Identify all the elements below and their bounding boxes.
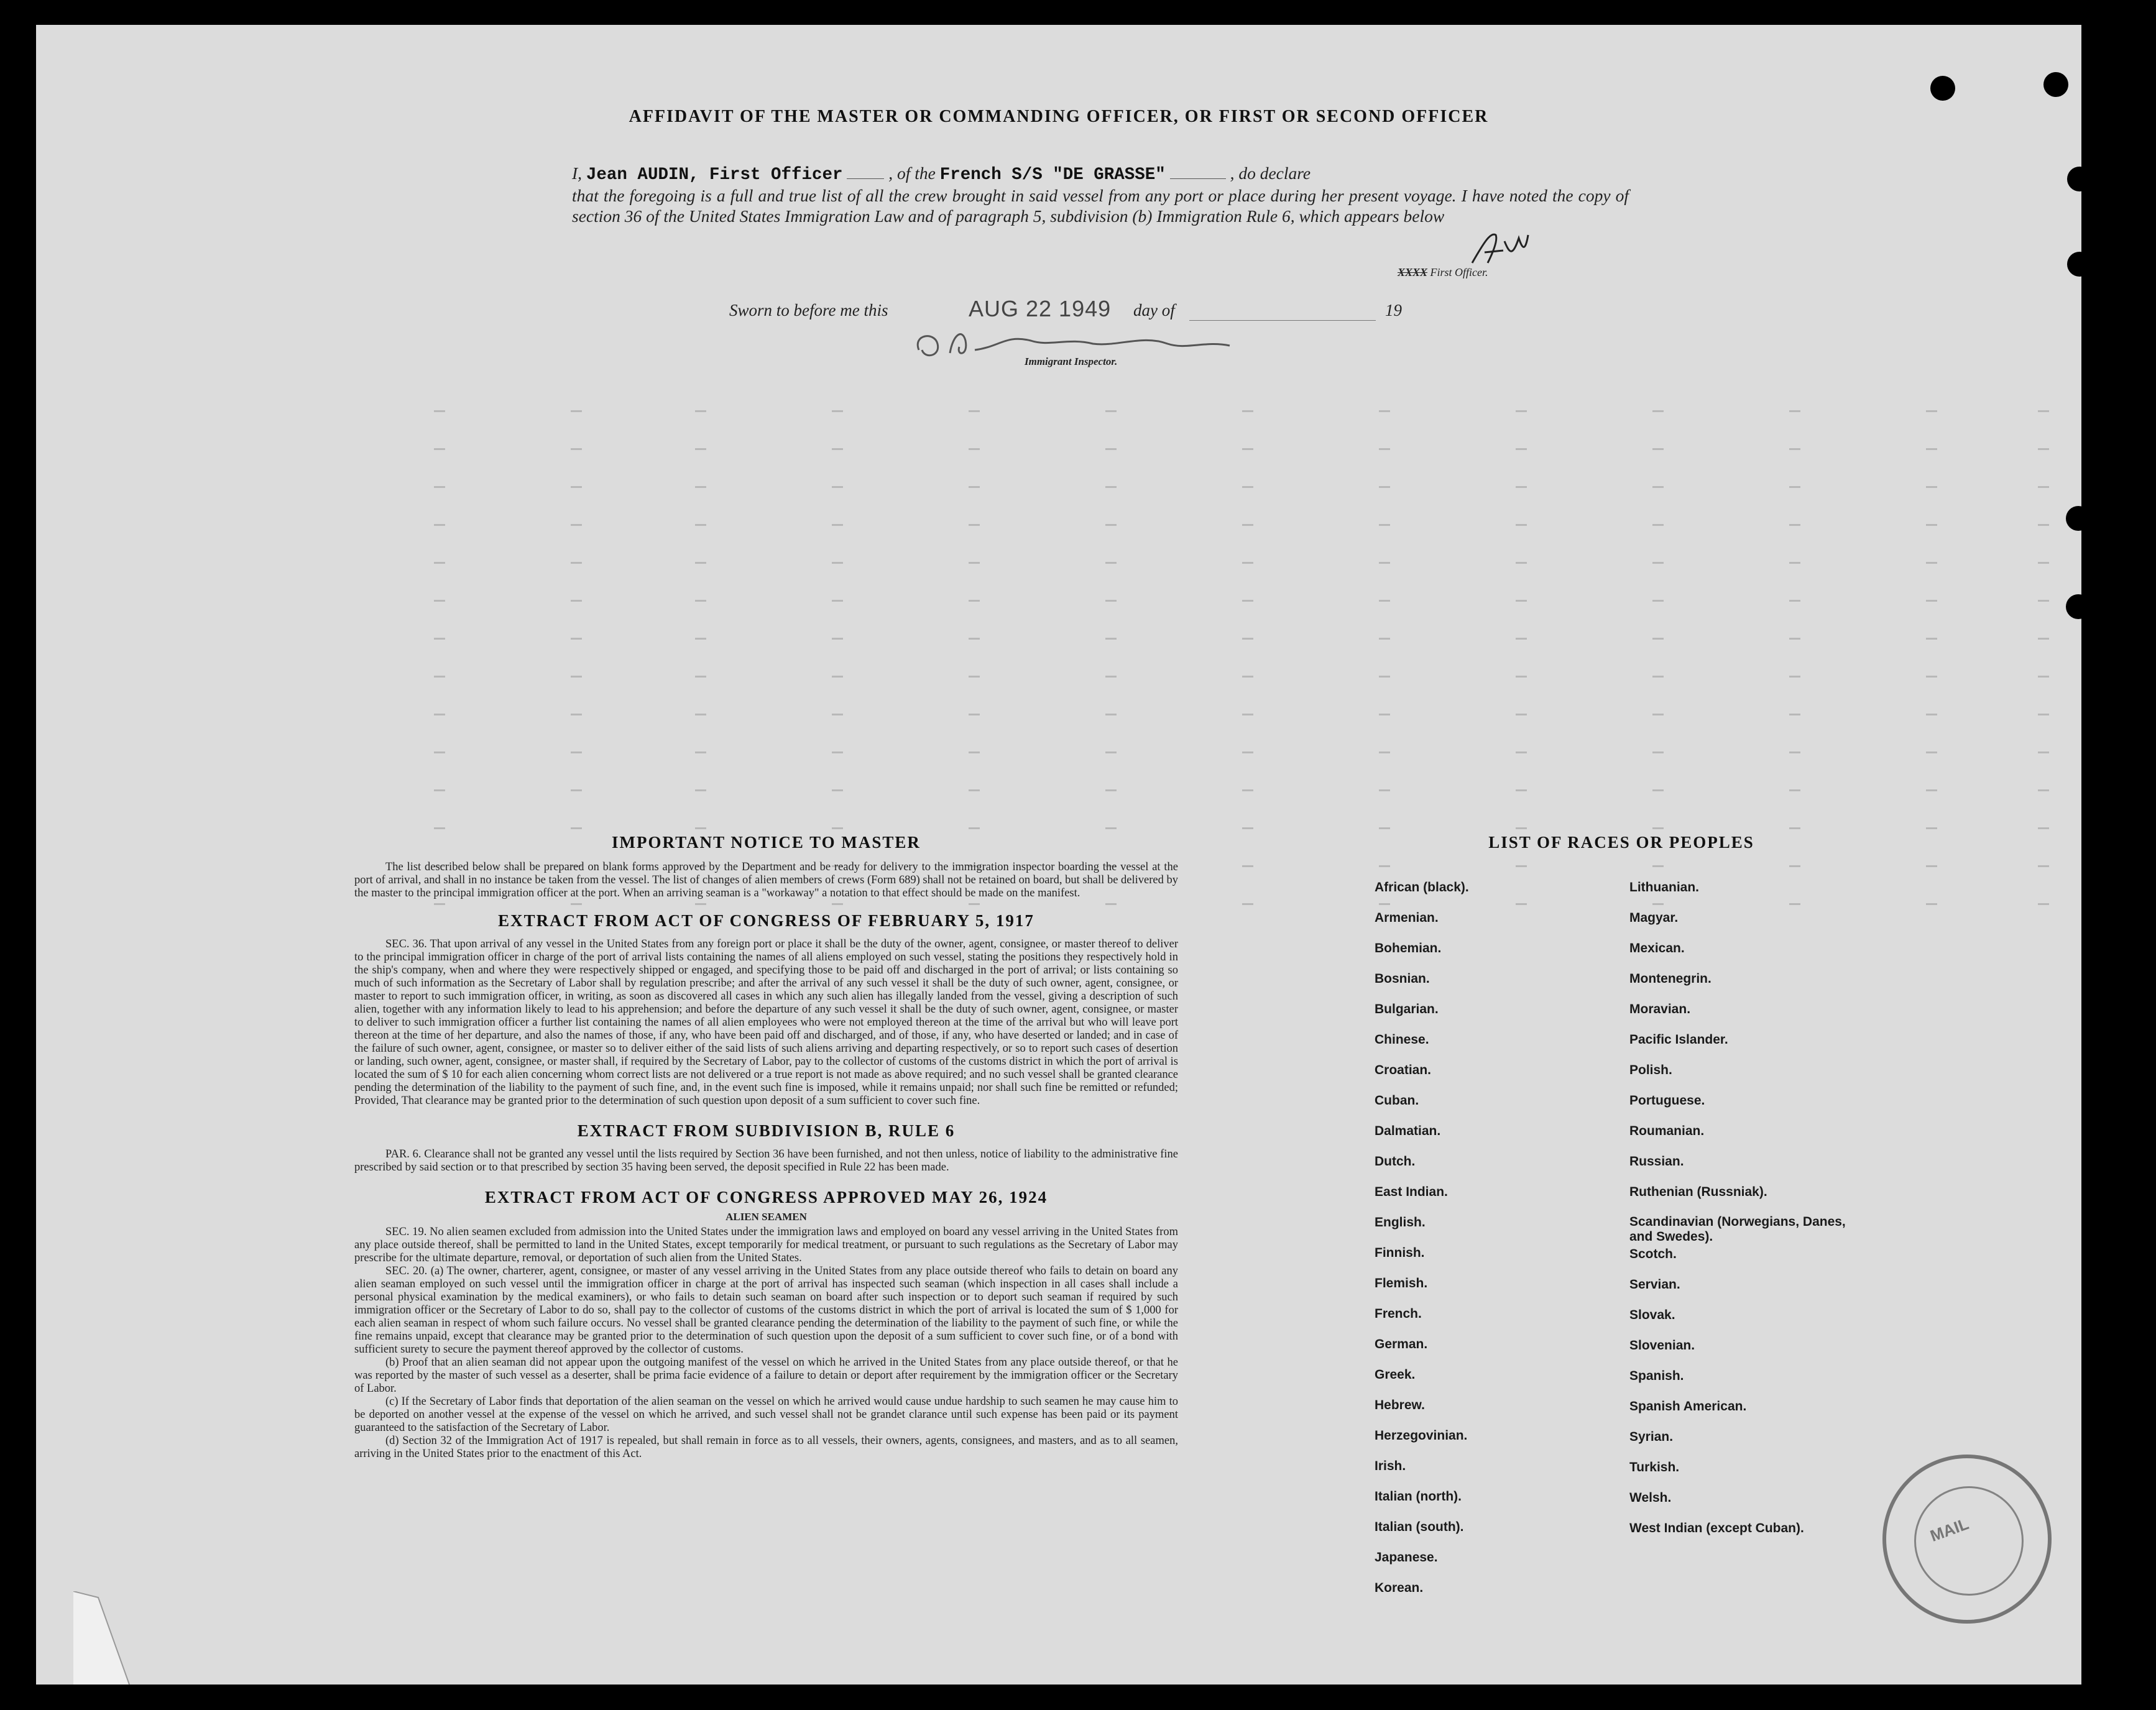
bleed-mark bbox=[571, 676, 582, 684]
race-item: Cuban. bbox=[1375, 1093, 1419, 1108]
bleed-mark bbox=[1516, 752, 1527, 760]
bleed-mark bbox=[1242, 827, 1253, 835]
left-column bbox=[354, 833, 1178, 1461]
bleed-mark bbox=[1926, 562, 1937, 570]
bleed-mark bbox=[695, 524, 706, 532]
bleed-mark bbox=[434, 448, 445, 456]
bleed-mark bbox=[1516, 486, 1527, 494]
bleed-mark bbox=[1652, 486, 1664, 494]
bleed-mark bbox=[571, 410, 582, 418]
extract-1917-body: SEC. 36. That upon arrival of any vessel in the United States from any foreign port or place it shall be the duty of the owner, agent, consignee, or master thereof to deliver to the principal immigration officer in charge of the port of arrival lists containing the names of all aliens employed on such vessel, stating the positions they respectively hold in the ship's company, when and where they were respectively shipped or engaged, and specifying those to be paid off and discharged in the port of arrival; or lists containing so much of such information as the Secretary of Labor shall by regulation prescribe; and after the arrival of any such vessel it shall be the duty of such owner, agent, consignee, or master to report to such immigration officer, in writing, as soon as discovered all cases in which any such alien has illegally landed from the vessel, giving a description of such alien, together with any information likely to lead to his apprehension; and before the departure of any such vessel it shall be the duty of such owner, agent, consignee, or master to deliver to such immigration officer a further list containing the names of all alien employees who were not employed thereon at the time of the arrival but who will leave port thereon at the time of her departure, and also the names of those, if any, who have been paid off and discharged, and of those, if any, who have deserted or landed; and in case of the failure of such owner, agent, consignee, or master so to deliver either of the said lists of such aliens arriving and departing respectively, or so to report such cases of desertion or landing, such owner, agent, consignee, or master shall, if required by the Secretary of Labor, pay to the collector of customs of the customs district in which the port of arrival is located the sum of $ 10 for each alien concerning whom correct lists are not delivered or a true report is not made as above required; and no such vessel shall be granted clearance pending the determination of the liability to the payment of such fine, and, in the event such fine is imposed, while it remains unpaid; nor shall such fine be remitted or refunded; Provided, That clearance may be granted prior to the determination of such question upon deposit of a sum sufficient to cover such fine. bbox=[354, 938, 1178, 1107]
bleed-mark bbox=[695, 638, 706, 646]
bleed-mark bbox=[2038, 410, 2049, 418]
race-item: Armenian. bbox=[1375, 911, 1439, 925]
bleed-mark bbox=[695, 714, 706, 722]
bleed-mark bbox=[1652, 638, 1664, 646]
bleed-mark bbox=[1379, 676, 1390, 684]
race-item: Croatian. bbox=[1375, 1063, 1432, 1077]
bleed-mark bbox=[1926, 827, 1937, 835]
race-item: Hebrew. bbox=[1375, 1398, 1425, 1412]
race-item: Italian (south). bbox=[1375, 1520, 1464, 1534]
bleed-mark bbox=[434, 714, 445, 722]
race-item: Mexican. bbox=[1629, 941, 1685, 955]
bleed-mark bbox=[2038, 486, 2049, 494]
bleed-mark bbox=[2038, 827, 2049, 835]
bleed-mark bbox=[1789, 410, 1800, 418]
race-item: Polish. bbox=[1629, 1063, 1672, 1077]
document-page bbox=[36, 25, 2081, 1685]
bleed-mark bbox=[1926, 486, 1937, 494]
bleed-mark bbox=[1379, 827, 1390, 835]
races-column-1 bbox=[1375, 880, 1611, 1611]
bleed-mark bbox=[2038, 524, 2049, 532]
officer-caption: XXXX First Officer. bbox=[1398, 266, 1488, 278]
bleed-mark bbox=[1789, 865, 1800, 873]
bleed-mark bbox=[1652, 562, 1664, 570]
race-item: African (black). bbox=[1375, 880, 1469, 894]
bleed-mark bbox=[1242, 562, 1253, 570]
bleed-mark bbox=[434, 600, 445, 608]
race-item: Roumanian. bbox=[1629, 1124, 1705, 1138]
bleed-mark bbox=[969, 600, 980, 608]
bleed-mark bbox=[1516, 676, 1527, 684]
bleed-mark bbox=[571, 524, 582, 532]
bleed-mark bbox=[1652, 448, 1664, 456]
bleed-mark bbox=[434, 638, 445, 646]
bleed-mark bbox=[1242, 714, 1253, 722]
race-item: German. bbox=[1375, 1337, 1428, 1351]
bleed-mark bbox=[1789, 638, 1800, 646]
bleed-mark bbox=[1242, 903, 1253, 911]
bleed-mark bbox=[571, 486, 582, 494]
bleed-mark bbox=[1105, 448, 1117, 456]
bleed-mark bbox=[832, 410, 843, 418]
bleed-mark bbox=[832, 638, 843, 646]
race-item: Montenegrin. bbox=[1629, 972, 1711, 986]
bleed-mark bbox=[2038, 676, 2049, 684]
race-item: English. bbox=[1375, 1215, 1426, 1230]
bleed-mark bbox=[1789, 789, 1800, 798]
bleed-mark bbox=[1379, 448, 1390, 456]
race-item: Portuguese. bbox=[1629, 1093, 1705, 1108]
race-item: Magyar. bbox=[1629, 911, 1679, 925]
bleed-mark bbox=[1242, 600, 1253, 608]
bleed-mark bbox=[695, 789, 706, 798]
bleed-mark bbox=[695, 600, 706, 608]
bleed-mark bbox=[1242, 524, 1253, 532]
bleed-mark bbox=[2038, 600, 2049, 608]
bleed-mark bbox=[1516, 789, 1527, 798]
race-item: Scandinavian (Norwegians, Danes, and Swedes). bbox=[1629, 1215, 1846, 1244]
bleed-mark bbox=[1926, 676, 1937, 684]
bleed-mark bbox=[1652, 865, 1664, 873]
bleed-mark bbox=[1652, 676, 1664, 684]
bleed-mark bbox=[1242, 676, 1253, 684]
punch-hole bbox=[2067, 252, 2092, 277]
affidavit-body: that the foregoing is a full and true list of all the crew brought in said vessel from any port or place during her present voyage. I have noted the copy of section 36 of the United States Immigration Law and of paragraph 5, subdivision (b) Immigration Rule 6, which appears below bbox=[572, 186, 1629, 226]
race-item: Ruthenian (Russniak). bbox=[1629, 1185, 1767, 1199]
affidavit-pre: I, bbox=[572, 163, 583, 183]
postmark-text: MAIL bbox=[1927, 1514, 1971, 1545]
folded-corner-icon bbox=[73, 1591, 148, 1685]
race-item: French. bbox=[1375, 1307, 1422, 1321]
bleed-mark bbox=[571, 448, 582, 456]
race-item: Greek. bbox=[1375, 1368, 1416, 1382]
bleed-mark bbox=[1105, 714, 1117, 722]
bleed-mark bbox=[1379, 789, 1390, 798]
bleed-mark bbox=[695, 752, 706, 760]
bleed-mark bbox=[969, 562, 980, 570]
punch-hole bbox=[2067, 167, 2092, 191]
race-item: Bosnian. bbox=[1375, 972, 1430, 986]
bleed-mark bbox=[1105, 410, 1117, 418]
race-item: Spanish American. bbox=[1629, 1399, 1747, 1414]
bleed-mark bbox=[1379, 752, 1390, 760]
race-item: Japanese. bbox=[1375, 1550, 1438, 1565]
bleed-mark bbox=[571, 562, 582, 570]
rule6-body: PAR. 6. Clearance shall not be granted any vessel until the lists required by Section 36 have been furnished, and not then unless, notice of liability to the administrative fine prescribed by said section or to that prescribed by section 35 having been served, the deposit specified in Rule 22 has been made. bbox=[354, 1148, 1178, 1174]
bleed-mark bbox=[1105, 752, 1117, 760]
extract-1924-sec20d: (d) Section 32 of the Immigration Act of 1917 is repealed, but shall remain in force as to all vessels, their owners, agents, consignees, and masters, and as to all seamen, arriving in the United States prior to the enactment of this Act. bbox=[354, 1435, 1178, 1460]
notice-title: IMPORTANT NOTICE TO MASTER bbox=[612, 833, 921, 852]
bleed-mark bbox=[969, 524, 980, 532]
race-item: Moravian. bbox=[1629, 1002, 1691, 1016]
bleed-mark bbox=[1652, 600, 1664, 608]
bleed-mark bbox=[1789, 562, 1800, 570]
bleed-mark bbox=[832, 562, 843, 570]
extract-1917-title: EXTRACT FROM ACT OF CONGRESS OF FEBRUARY 5, 1917 bbox=[498, 911, 1034, 930]
bleed-mark bbox=[969, 789, 980, 798]
bleed-mark bbox=[1105, 562, 1117, 570]
bleed-mark bbox=[434, 410, 445, 418]
bleed-mark bbox=[1379, 865, 1390, 873]
bleed-mark bbox=[1242, 752, 1253, 760]
extract-1924-sec20b: (b) Proof that an alien seaman did not appear upon the outgoing manifest of the vessel on which he arrived in the United States from any place outside thereof, or that he was reported by the master of such vessel as a deserter, shall be prima facie evidence of a failure to detain or deport after requirement by the immigration officer or the Secretary of Labor. bbox=[354, 1356, 1178, 1395]
bleed-mark bbox=[434, 676, 445, 684]
bleed-mark bbox=[1379, 486, 1390, 494]
bleed-mark bbox=[1789, 524, 1800, 532]
bleed-mark bbox=[1379, 524, 1390, 532]
bleed-mark bbox=[1516, 524, 1527, 532]
bleed-mark bbox=[2038, 448, 2049, 456]
bleed-mark bbox=[832, 600, 843, 608]
sworn-day-of: day of bbox=[1133, 301, 1175, 319]
bleed-mark bbox=[1516, 410, 1527, 418]
sworn-year: 19 bbox=[1385, 301, 1402, 319]
bleed-mark bbox=[434, 486, 445, 494]
bleed-mark bbox=[1516, 865, 1527, 873]
race-item: Bulgarian. bbox=[1375, 1002, 1439, 1016]
bleed-mark bbox=[969, 638, 980, 646]
bleed-mark bbox=[571, 714, 582, 722]
bleed-mark bbox=[1926, 524, 1937, 532]
bleed-mark bbox=[832, 676, 843, 684]
extract-1924-sec20a: SEC. 20. (a) The owner, charterer, agent, consignee, or master of any vessel arriving in the United States from any place outside thereof who fails to detain on board any alien seaman employed on such vessel until the immigration officer in charge at the port of arrival has inspected such seaman (which inspection in all cases shall include a personal physical examination by the medical examiners), or who fails to detain such seaman on board after such inspection or to deport such seaman if required by such immigration officer or the Secretary of Labor to do so, shall pay to the collector of customs of the customs district in which the port of arrival is located the sum of $ 1,000 for each alien seaman in respect of whom such failure occurs. No vessel shall be granted clearance pending the determination of the liability to the payment of such fine, or while the fine remains unpaid, except that clearance may be granted prior to the determination of such question upon the deposit of a sum sufficient to cover such fine, or of a bond with sufficient surety to secure the payment thereof approved by the collector of customs. bbox=[354, 1265, 1178, 1356]
bleed-mark bbox=[832, 448, 843, 456]
bleed-mark bbox=[695, 676, 706, 684]
bleed-mark bbox=[571, 638, 582, 646]
bleed-mark bbox=[969, 448, 980, 456]
bleed-mark bbox=[1242, 865, 1253, 873]
bleed-mark bbox=[832, 524, 843, 532]
bleed-mark bbox=[1652, 524, 1664, 532]
punch-hole bbox=[1930, 76, 1955, 101]
race-item: Dalmatian. bbox=[1375, 1124, 1441, 1138]
bleed-mark bbox=[832, 714, 843, 722]
bleed-mark bbox=[434, 524, 445, 532]
sworn-pre: Sworn to before me this bbox=[729, 301, 888, 319]
bleed-mark bbox=[1379, 562, 1390, 570]
bleed-mark bbox=[695, 410, 706, 418]
bleed-mark bbox=[1242, 789, 1253, 798]
punch-hole bbox=[2066, 594, 2091, 619]
bleed-mark bbox=[1789, 676, 1800, 684]
bleed-mark bbox=[1926, 789, 1937, 798]
bleed-mark bbox=[1379, 600, 1390, 608]
bleed-mark bbox=[1789, 714, 1800, 722]
race-item: Slovak. bbox=[1629, 1308, 1675, 1322]
bleed-mark bbox=[1926, 410, 1937, 418]
race-item: Herzegovinian. bbox=[1375, 1428, 1468, 1443]
bleed-mark bbox=[1242, 638, 1253, 646]
affidavit-statement bbox=[572, 163, 1629, 226]
race-item: Korean. bbox=[1375, 1581, 1424, 1595]
race-item: Bohemian. bbox=[1375, 941, 1442, 955]
bleed-mark bbox=[695, 562, 706, 570]
affidavit-of-the: , of the bbox=[888, 163, 936, 183]
bleed-mark bbox=[1652, 789, 1664, 798]
bleed-mark bbox=[434, 789, 445, 798]
sworn-date-stamp: AUG 22 1949 bbox=[969, 296, 1112, 321]
bleed-mark bbox=[1926, 903, 1937, 911]
bleed-mark bbox=[969, 714, 980, 722]
race-item: Servian. bbox=[1629, 1277, 1680, 1292]
extract-1924-sec19: SEC. 19. No alien seamen excluded from admission into the United States under the immigration laws and employed on board any vessel arriving in the United States from any place outside thereof, shall be permitted to land in the United States, except temporarily for medical treatment, or pursuant to such regulations as the Secretary of Labor may prescribe for the ultimate departure, removal, or deportation of such alien from the United States. bbox=[354, 1226, 1178, 1264]
bleed-mark bbox=[1105, 600, 1117, 608]
bleed-mark bbox=[1652, 714, 1664, 722]
officer-name: Jean AUDIN, First Officer bbox=[586, 165, 843, 185]
officer-caption-text: First Officer. bbox=[1430, 266, 1488, 278]
race-item: Turkish. bbox=[1629, 1460, 1680, 1474]
bleed-mark bbox=[969, 486, 980, 494]
bleed-mark bbox=[1242, 410, 1253, 418]
race-item: Syrian. bbox=[1629, 1430, 1674, 1444]
affidavit-declare: , do declare bbox=[1230, 163, 1311, 183]
bleed-mark bbox=[1926, 752, 1937, 760]
extract-1924-sec20c: (c) If the Secretary of Labor finds that deportation of the alien seaman on the vessel on which he arrived would cause undue hardship to such seamen he may cause him to be deported on another vessel at the expense of the vessel on which he arrived, and such vessel shall not be grandet clarance until such expense has been paid or its payment guaranteed to the satisfaction of the Secretary of Labor. bbox=[354, 1395, 1178, 1434]
bleed-mark bbox=[1379, 410, 1390, 418]
bleed-mark bbox=[1926, 714, 1937, 722]
race-item: Lithuanian. bbox=[1629, 880, 1699, 894]
bleed-mark bbox=[1242, 486, 1253, 494]
sworn-line bbox=[729, 301, 888, 320]
race-item: Pacific Islander. bbox=[1629, 1032, 1728, 1047]
bleed-mark bbox=[1516, 600, 1527, 608]
bleed-mark bbox=[2038, 903, 2049, 911]
alien-seamen-subtitle: ALIEN SEAMEN bbox=[726, 1211, 807, 1223]
bleed-mark bbox=[1926, 865, 1937, 873]
bleed-mark bbox=[1652, 410, 1664, 418]
bleed-mark bbox=[1926, 638, 1937, 646]
bleed-mark bbox=[695, 486, 706, 494]
races-title: LIST OF RACES OR PEOPLES bbox=[1488, 833, 1754, 852]
rule6-title: EXTRACT FROM SUBDIVISION B, RULE 6 bbox=[577, 1121, 956, 1140]
bleed-mark bbox=[1516, 562, 1527, 570]
bleed-mark bbox=[1516, 448, 1527, 456]
bleed-mark bbox=[2038, 714, 2049, 722]
bleed-mark bbox=[2038, 638, 2049, 646]
bleed-mark bbox=[695, 448, 706, 456]
bleed-mark bbox=[1789, 752, 1800, 760]
race-item: Slovenian. bbox=[1629, 1338, 1695, 1353]
race-item: Chinese. bbox=[1375, 1032, 1429, 1047]
bleed-mark bbox=[1926, 600, 1937, 608]
bleed-mark bbox=[1105, 524, 1117, 532]
bleed-mark bbox=[1105, 638, 1117, 646]
affidavit-title: AFFIDAVIT OF THE MASTER OR COMMANDING OFFICER, OR FIRST OR SECOND OFFICER bbox=[629, 107, 1489, 126]
bleed-mark bbox=[1926, 448, 1937, 456]
postmark-stamp bbox=[1882, 1455, 2052, 1624]
race-item: Dutch. bbox=[1375, 1154, 1416, 1169]
bleed-mark bbox=[832, 486, 843, 494]
extract-1924-title: EXTRACT FROM ACT OF CONGRESS APPROVED MAY 26, 1924 bbox=[484, 1188, 1048, 1207]
punch-hole bbox=[2043, 72, 2068, 97]
vessel-name: French S/S "DE GRASSE" bbox=[939, 165, 1166, 185]
race-item: Finnish. bbox=[1375, 1246, 1425, 1260]
bleed-mark bbox=[1516, 638, 1527, 646]
bleed-mark bbox=[434, 562, 445, 570]
races-column-2 bbox=[1629, 880, 1853, 1551]
bleed-mark bbox=[2038, 562, 2049, 570]
bleed-mark bbox=[832, 752, 843, 760]
bleed-mark bbox=[2038, 865, 2049, 873]
bleed-mark bbox=[571, 789, 582, 798]
bleed-mark bbox=[1105, 486, 1117, 494]
bleed-mark bbox=[969, 410, 980, 418]
bleed-mark bbox=[1516, 714, 1527, 722]
bleed-mark bbox=[571, 752, 582, 760]
bleed-mark bbox=[1379, 714, 1390, 722]
bleed-mark bbox=[1789, 448, 1800, 456]
bleed-mark bbox=[1105, 789, 1117, 798]
bleed-mark bbox=[832, 789, 843, 798]
notice-body: The list described below shall be prepared on blank forms approved by the Department and be ready for delivery to the immigration inspector boarding the vessel at the port of arrival, and shall in no instance be taken from the vessel. The list of changes of alien members of crews (Form 689) shall not be retained on board, but shall be delivered by the master to the principal immigration officer at the port. When an arriving seaman is a "workaway" a notation to that effect should be made on the manifest. bbox=[354, 861, 1178, 899]
race-item: Russian. bbox=[1629, 1154, 1684, 1169]
bleed-mark bbox=[2038, 789, 2049, 798]
bleed-mark bbox=[1379, 638, 1390, 646]
bleed-mark bbox=[969, 676, 980, 684]
bleed-mark bbox=[1242, 448, 1253, 456]
race-item: Flemish. bbox=[1375, 1276, 1428, 1290]
race-item: Irish. bbox=[1375, 1459, 1406, 1473]
race-item: Spanish. bbox=[1629, 1369, 1684, 1383]
bleed-mark bbox=[434, 752, 445, 760]
race-item: Italian (north). bbox=[1375, 1489, 1462, 1504]
bleed-mark bbox=[969, 752, 980, 760]
bleed-mark bbox=[1105, 676, 1117, 684]
punch-hole bbox=[2066, 506, 2091, 531]
race-item: East Indian. bbox=[1375, 1185, 1448, 1199]
bleed-mark bbox=[2038, 752, 2049, 760]
race-item: Welsh. bbox=[1629, 1491, 1672, 1505]
bleed-mark bbox=[1652, 752, 1664, 760]
inspector-caption: Immigrant Inspector. bbox=[1025, 356, 1118, 367]
race-item: West Indian (except Cuban). bbox=[1629, 1521, 1804, 1535]
bleed-mark bbox=[571, 600, 582, 608]
bleed-mark bbox=[1789, 486, 1800, 494]
race-item: Scotch. bbox=[1629, 1247, 1677, 1261]
bleed-mark bbox=[1789, 600, 1800, 608]
